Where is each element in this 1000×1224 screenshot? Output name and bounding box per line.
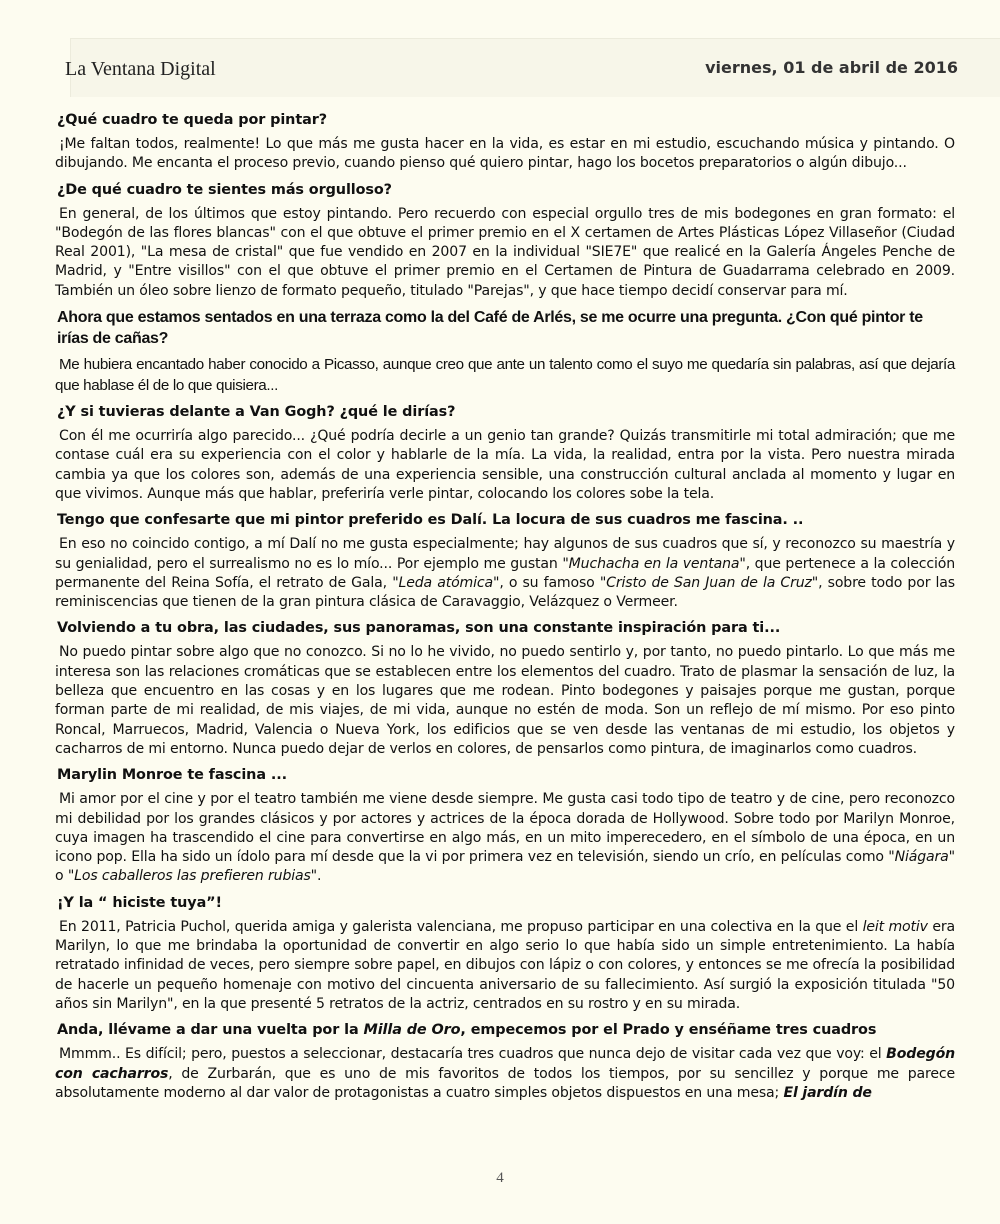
answer-paragraph: Me hubiera encantado haber conocido a Picasso, aunque creo que ante un talento como el suyo me quedaría sin palabras, así que dejaría que hablase él de lo que quisiera... — [55, 356, 955, 395]
answer-paragraph: Con él me ocurriría algo parecido... ¿Qué podría decirle a un genio tan grande? Quizás transmitirle mi total admiración; que me contase cuál era su experiencia con el color y hablarle de la mía. La vida, la realidad, entra por la vista. Pero nuestra mirada cambia ya que los colores son, además de una experiencia sensible, una construcción cultural anclada al momento y lugar en que vivimos. Aunque más que hablar, preferiría verle pintar, colocando los colores sobe la tela. — [55, 428, 955, 502]
page-number: 4 — [496, 1170, 504, 1186]
question-heading: Tengo que confesarte que mi pintor preferido es Dalí. La locura de sus cuadros me fascina. .. — [57, 512, 804, 529]
answer-text: era Marilyn, lo que me brindaba la oportunidad de convertir en algo serio lo que había sido un simple entretenimiento. La había retratado infinidad de veces, pero siempre sobre papel, en dibujos con lápiz o con colores, y entonces se me ofrecía la posibilidad de hacerle un pequeño homenaje con motivo del cincuenta aniversario de su fallecimiento. Así surgió la exposición titulada "50 años sin Marilyn", en la que presenté 5 retratos de la actriz, centrados en su rostro y en su mirada. — [55, 918, 955, 1012]
page-header — [65, 56, 958, 86]
answer-paragraph — [55, 535, 955, 612]
answer-paragraph: En general, de los últimos que estoy pintando. Pero recuerdo con especial orgullo tres de mis bodegones en gran formato: el "Bodegón de las flores blancas" con el que obtuve el primer premio en el X certamen de Artes Plásticas López Villaseñor (Ciudad Real 2001), "La mesa de cristal" que fue vendido en 2007 en la individual "SIE7E" que realicé en la Galería Ángeles Penche de Madrid, y "Entre visillos" con el que obtuve el primer premio en el Certamen de Pintura de Guadarrama celebrado en 2009. También un óleo sobre lienzo de formato pequeño, titulado "Parejas", y que hace tiempo decidí conservar para mí. — [55, 205, 955, 299]
question-text: , empecemos por el Prado y enséñame tres cuadros — [460, 1022, 877, 1039]
question-heading: Ahora que estamos sentados en una terraza como la del Café de Arlés, se me ocurre una pregunta. ¿Con qué pintor te irías de cañas? — [57, 309, 923, 348]
question-heading: Volviendo a tu obra, las ciudades, sus panoramas, son una constante inspiración para ti... — [57, 620, 781, 637]
artwork-title: "Muchacha en la ventana" — [562, 555, 746, 572]
film-title: "Los caballeros las prefieren rubias" — [67, 868, 318, 885]
issue-date: viernes, 01 de abril de 2016 — [705, 58, 958, 77]
answer-text: , o su famoso — [499, 574, 600, 591]
answer-text: Mmmm.. Es difícil; pero, puestos a seleccionar, destacaría tres cuadros que nunca dejo de visitar cada vez que voy: el — [59, 1046, 887, 1063]
answer-text: , sobre todo por las reminiscencias que tienen de la gran pintura clásica de Caravaggio, Velázquez o Vermeer. — [55, 574, 955, 611]
publication-name: La Ventana Digital — [65, 58, 216, 80]
artwork-title: Bodegón con cacharros — [55, 1046, 955, 1082]
place-name: Milla de Oro — [363, 1022, 461, 1039]
film-title: "Niágara" — [888, 849, 955, 866]
question-heading: ¿De qué cuadro te sientes más orgulloso? — [57, 181, 392, 198]
answer-text: En 2011, Patricia Puchol, querida amiga y galerista valenciana, me propuso participar en una colectiva en la que el — [59, 918, 863, 935]
question-heading: ¡Y la “ hiciste tuya”! — [57, 894, 223, 911]
answer-text: o — [55, 868, 68, 885]
emphasis-term: leit motiv — [862, 918, 928, 935]
question-heading: Marylin Monroe te fascina ... — [57, 767, 287, 784]
answer-paragraph — [55, 790, 955, 886]
answer-text: , que pertenece a la colección permanente del Reina Sofía, el retrato de Gala, — [55, 555, 955, 591]
question-heading — [57, 1020, 955, 1040]
artwork-title: "Cristo de San Juan de la Cruz" — [599, 574, 819, 591]
question-heading: ¿Qué cuadro te queda por pintar? — [57, 112, 327, 128]
artwork-title: "Leda atómica" — [392, 574, 500, 591]
answer-text: . — [317, 868, 322, 885]
interview-body — [55, 110, 955, 1109]
answer-paragraph — [55, 1045, 955, 1103]
question-heading: ¿Y si tuvieras delante a Van Gogh? ¿qué le dirías? — [57, 404, 456, 421]
answer-text: En eso no coincido contigo, a mí Dalí no me gusta especialmente; hay algunos de sus cuadros que sí, y reconozco su maestría y su genialidad, pero el surrealismo no es lo mío... Por ejemplo me gustan — [55, 536, 955, 572]
artwork-title: El jardín de — [783, 1084, 872, 1101]
answer-paragraph: No puedo pintar sobre algo que no conozco. Si no lo he vivido, no puedo sentirlo y, por tanto, no puedo pintarlo. Lo que más me interesa son las relaciones cromáticas que se establecen entre los elementos del cuadro. Trato de plasmar la sensación de luz, la belleza que encuentro en las cosas y en los lugares que me rodean. Pinto bodegones y paisajes porque me gustan, porque forman parte de mi realidad, de mis viajes, de mi vida, aunque no estén de moda. Son un reflejo de mí mismo. Por eso pinto Roncal, Marruecos, Madrid, Valencia o Nueva York, los edificios que se ven desde las ventanas de mi estudio, los objetos y cacharros de mi entorno. Nunca puedo dejar de verlos en colores, de pensarlos como pintura, de imaginarlos como cuadros. — [55, 644, 955, 757]
question-text: Anda, llévame a dar una vuelta por la — [57, 1022, 364, 1039]
answer-paragraph: ¡Me faltan todos, realmente! Lo que más me gusta hacer en la vida, es estar en mi estudio, escuchando música y pintando. O dibujando. Me encanta el proceso previo, cuando pienso qué quiero pintar, hago los bocetos preparatorios o algún dibujo... — [55, 136, 955, 172]
answer-text: Mi amor por el cine y por el teatro también me viene desde siempre. Me gusta casi todo tipo de teatro y de cine, pero reconozco mi debilidad por los grandes clásicos y por actores y actrices de la época dorada de Hollywood. Sobre todo por Marilyn Monroe, cuya imagen ha trascendido el cine para convertirse en algo más, en un mito imperecedero, en el símbolo de una época, en un icono pop. Ella ha sido un ídolo para mí desde que la vi por primera vez en televisión, siendo un crío, en películas como — [55, 791, 955, 866]
answer-text: , de Zurbarán, que es uno de mis favoritos de todos los tiempos, por su sencillez y porque me parece absolutamente moderno al dar valor de protagonistas a cuatro simples objetos dispuestos en una mesa; — [55, 1065, 956, 1101]
answer-paragraph — [55, 918, 955, 1014]
